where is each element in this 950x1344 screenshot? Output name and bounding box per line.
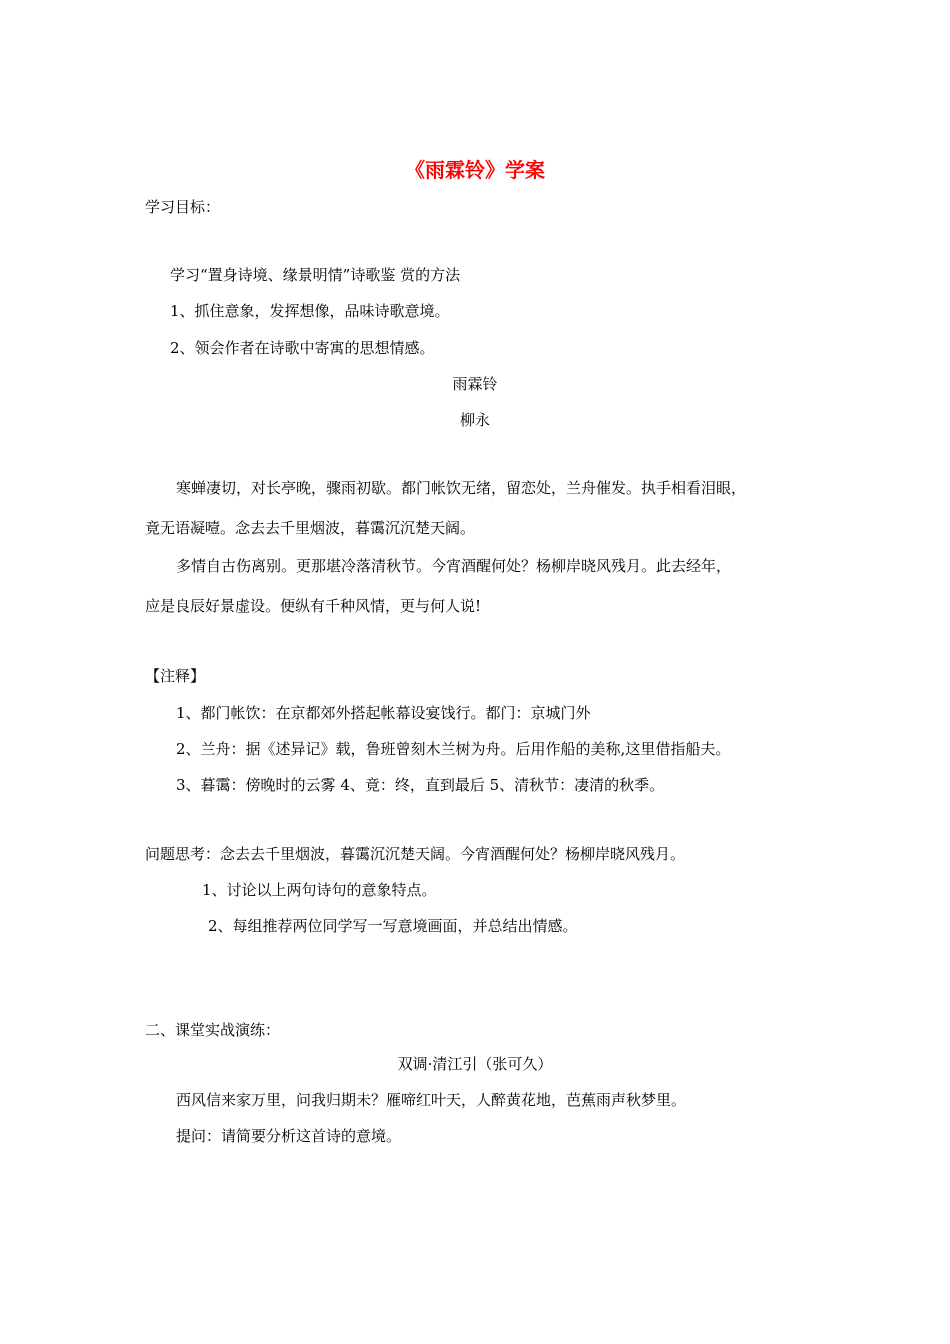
practice-poem-text: 西风信来家万里，问我归期未？雁啼红叶天，人醉黄花地，芭蕉雨声秋梦里。	[176, 1091, 687, 1109]
note-item: 1、都门帐饮：在京都郊外搭起帐幕设宴饯行。都门：京城门外	[176, 704, 591, 722]
question-intro: 问题思考：念去去千里烟波，暮霭沉沉楚天阔。今宵酒醒何处？杨柳岸晓风残月。	[145, 845, 686, 863]
poem-title: 雨霖铃	[452, 375, 498, 393]
objective-item: 1、抓住意象，发挥想像，品味诗歌意境。	[170, 302, 450, 320]
question-item: 1、讨论以上两句诗句的意象特点。	[202, 881, 437, 899]
notes-heading: 【注释】	[145, 667, 206, 685]
page-title: 《雨霖铃》学案	[405, 158, 545, 182]
question-item: 2、每组推荐两位同学写一写意境画面，并总结出情感。	[208, 917, 578, 935]
practice-question: 提问：请简要分析这首诗的意境。	[176, 1127, 402, 1145]
objectives-method: 学习“置身诗境、缘景明情”诗歌鉴 赏的方法	[170, 266, 461, 284]
practice-heading: 二、课堂实战演练：	[145, 1021, 281, 1039]
poem-line: 应是良辰好景虚设。便纵有千种风情，更与何人说!	[145, 597, 482, 615]
poem-line: 多情自古伤离别。更那堪冷落清秋节。今宵酒醒何处？杨柳岸晓风残月。此去经年，	[176, 557, 732, 575]
poem-line: 寒蝉凄切，对长亭晚，骤雨初歇。都门帐饮无绪，留恋处，兰舟催发。执手相看泪眼，	[176, 479, 747, 497]
poem-line: 竟无语凝噎。念去去千里烟波，暮霭沉沉楚天阔。	[145, 519, 476, 537]
objectives-heading: 学习目标：	[145, 198, 221, 216]
objective-item: 2、领会作者在诗歌中寄寓的思想情感。	[170, 339, 435, 357]
note-item: 3、暮霭：傍晚时的云雾 4、竟：终，直到最后 5、清秋节：凄清的秋季。	[176, 776, 665, 794]
note-item: 2、兰舟：据《述异记》载，鲁班曾刻木兰树为舟。后用作船的美称,这里借指船夫。	[176, 740, 731, 758]
practice-poem-title: 双调·清江引（张可久）	[397, 1055, 553, 1073]
poem-author: 柳永	[459, 411, 490, 429]
